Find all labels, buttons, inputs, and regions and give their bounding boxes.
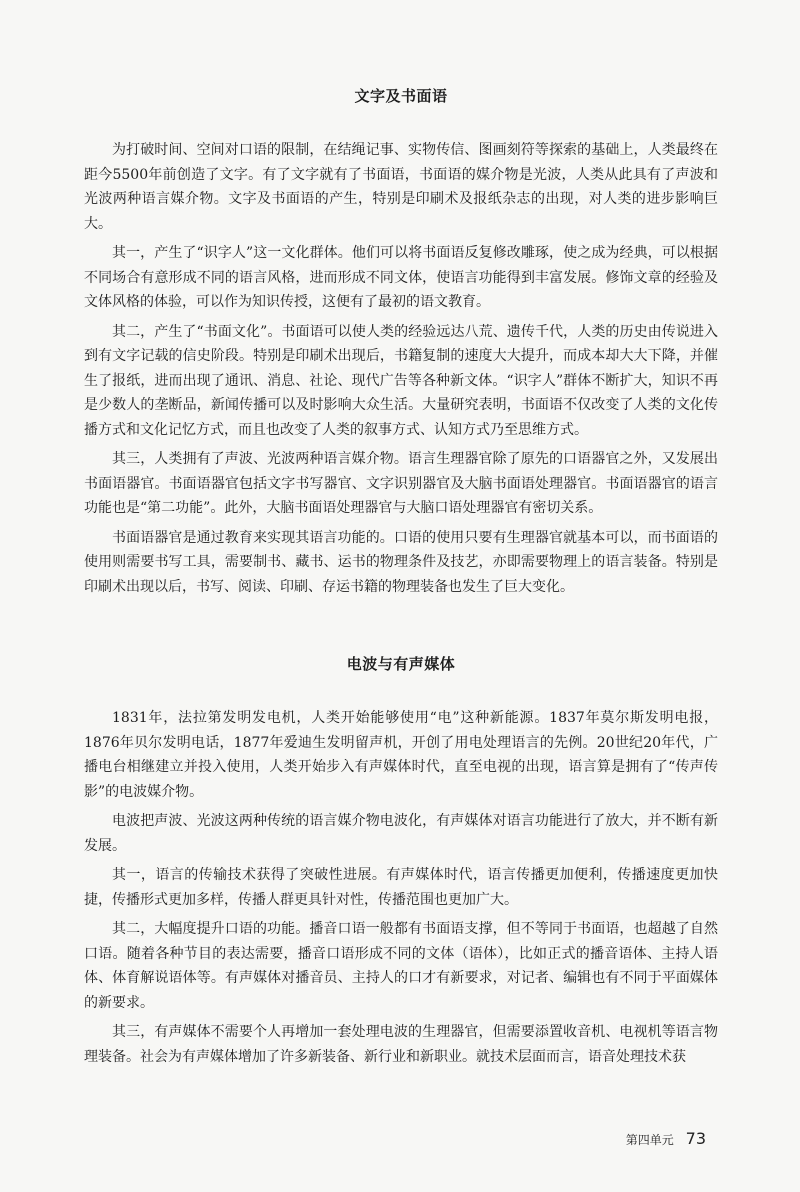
unit-label: 第四单元 xyxy=(625,1133,674,1147)
paragraph: 为打破时间、空间对口语的限制，在结绳记事、实物传信、图画刻符等探索的基础上，人类最终在距今5500年前创造了文字。有了文字就有了书面语，书面语的媒介物是光波，人类从此具有了声波和光波两种语言媒介物。文字及书面语的产生，特别是印刷术及报纸杂志的出现，对人类的进步影响巨大。 xyxy=(84,142,718,232)
paragraph: 其一，语言的传输技术获得了突破性进展。有声媒体时代，语言传播更加便利，传播速度更加快捷，传播形式更加多样，传播人群更具针对性，传播范围也更加广大。 xyxy=(84,867,718,908)
paragraph: 其三，人类拥有了声波、光波两种语言媒介物。语言生理器官除了原先的口语器官之外，又发展出书面语器官。书面语器官包括文字书写器官、文字识别器官及大脑书面语处理器官。书面语器官的语言功能也是“第二功能”。此外，大脑书面语处理器官与大脑口语处理器官有密切关系。 xyxy=(84,451,718,516)
section-audio-media xyxy=(84,652,718,1074)
section-title: 文字及书面语 xyxy=(354,87,448,105)
paragraph: 其二，产生了“书面文化”。书面语可以使人类的经验远达八荒、遗传千代，人类的历史由传说进入到有文字记载的信史阶段。特别是印刷术出现后，书籍复制的速度大大提升，而成本却大大下降，并催生了报纸，进而出现了通讯、消息、社论、现代广告等各种新文体。“识字人”群体不断扩大，知识不再是少数人的垄断品，新闻传播可以及时影响大众生活。大量研究表明，书面语不仅改变了人类的文化传播方式和文化记忆方式，而且也改变了人类的叙事方式、认知方式乃至思维方式。 xyxy=(84,323,718,438)
paragraph: 书面语器官是通过教育来实现其语言功能的。口语的使用只要有生理器官就基本可以，而书面语的使用则需要书写工具，需要制书、藏书、运书的物理条件及技艺，亦即需要物理上的语言装备。特别是印刷术出现以后，书写、阅读、印刷、存运书籍的物理装备也发生了巨大变化。 xyxy=(84,529,718,595)
paragraph: 其一，产生了“识字人”这一文化群体。他们可以将书面语反复修改雕琢，使之成为经典，可以根据不同场合有意形成不同的语言风格，进而形成不同文体，使语言功能得到丰富发展。修饰文章的经验及文体风格的体验，可以作为知识传授，这便有了最初的语文教育。 xyxy=(84,245,718,310)
section-body xyxy=(84,138,718,599)
section-body xyxy=(84,706,718,1069)
paragraph: 电波把声波、光波这两种传统的语言媒介物电波化，有声媒体对语言功能进行了放大，并不断有新发展。 xyxy=(84,813,718,854)
paragraph: 1831年，法拉第发明发电机，人类开始能够使用“电”这种新能源。1837年莫尔斯发明电报，1876年贝尔发明电话，1877年爱迪生发明留声机，开创了用电处理语言的先例。20世纪20年代，广播电台相继建立并投入使用，人类开始步入有声媒体时代，直至电视的出现，语言算是拥有了“传声传影”的电波媒介物。 xyxy=(84,710,718,800)
section-writing xyxy=(84,84,718,604)
page-footer xyxy=(626,1128,706,1150)
paragraph: 其三，有声媒体不需要个人再增加一套处理电波的生理器官，但需要添置收音机、电视机等语言物理装备。社会为有声媒体增加了许多新装备、新行业和新职业。就技术层面而言，语音处理技术获 xyxy=(84,1024,718,1065)
paragraph: 其二，大幅度提升口语的功能。播音口语一般都有书面语支撑，但不等同于书面语，也超越了自然口语。随着各种节目的表达需要，播音口语形成不同的文体（语体），比如正式的播音语体、主持人语体、体育解说语体等。有声媒体对播音员、主持人的口才有新要求，对记者、编辑也有不同于平面媒体的新要求。 xyxy=(84,921,718,1011)
section-title: 电波与有声媒体 xyxy=(346,655,456,673)
page-number: 73 xyxy=(685,1129,706,1148)
